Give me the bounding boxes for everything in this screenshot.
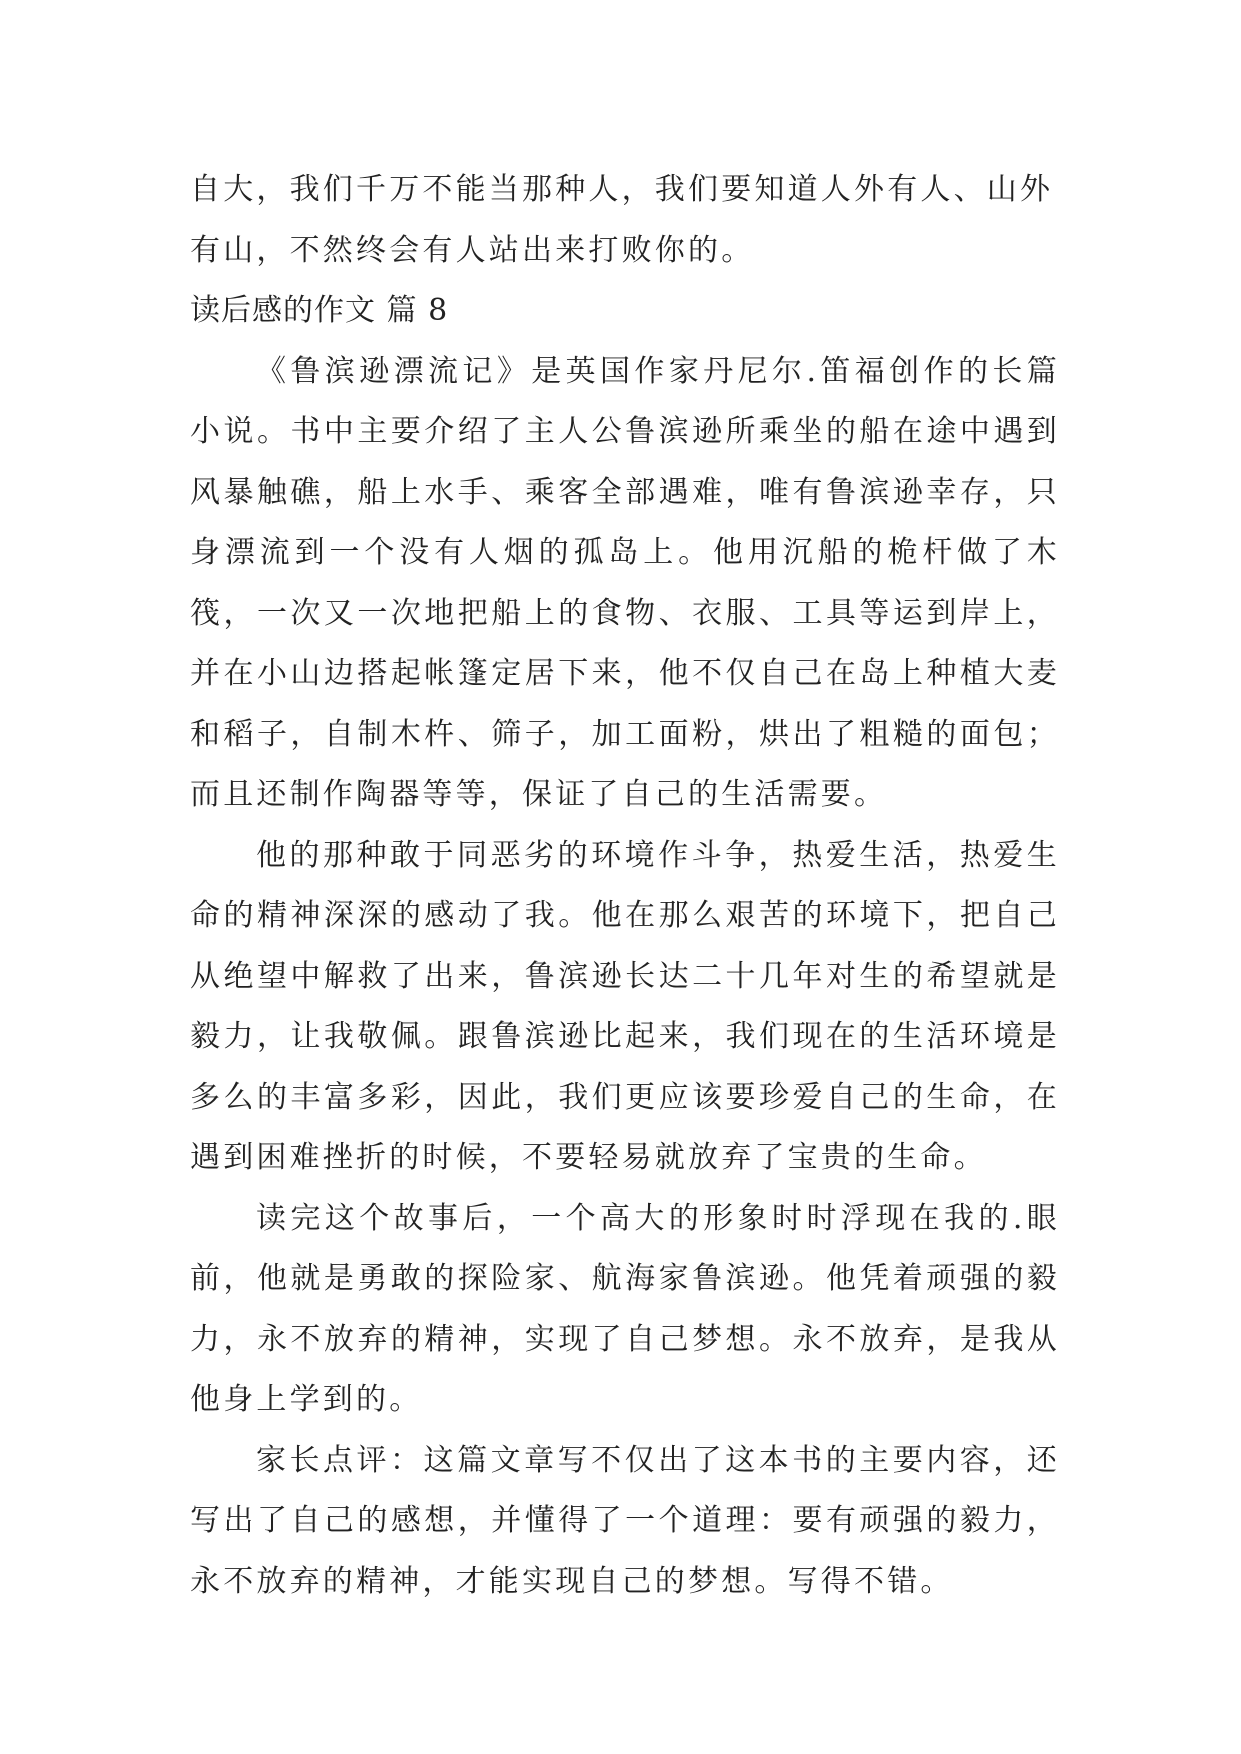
continuation-line-2: 有山，不然终会有人站出来打败你的。 <box>190 232 755 268</box>
paragraph-conclusion: 读完这个故事后，一个高大的形象时时浮现在我的.眼前，他就是勇敢的探险家、航海家鲁滨逊。他凭着顽强的毅力，永不放弃的精神，实现了自己梦想。永不放弃，是我从他身上学到的。 <box>190 1200 1060 1417</box>
paragraph-reflection: 他的那种敢于同恶劣的环境作斗争，热爱生活，热爱生命的精神深深的感动了我。他在那么艰苦的环境下，把自己从绝望中解救了出来，鲁滨逊长达二十几年对生的希望就是毅力，让我敬佩。跟鲁滨逊比起来，我们现在的生活环境是多么的丰富多彩，因此，我们更应该要珍爱自己的生命，在遇到困难挫折的时候，不要轻易就放弃了宝贵的生命。 <box>190 837 1060 1175</box>
paragraph-parent-comment: 家长点评：这篇文章写不仅出了这本书的主要内容，还写出了自己的感想，并懂得了一个道理：要有顽强的毅力，永不放弃的精神，才能实现自己的梦想。写得不错。 <box>190 1442 1060 1599</box>
paragraph-summary: 《鲁滨逊漂流记》是英国作家丹尼尔.笛福创作的长篇小说。书中主要介绍了主人公鲁滨逊所乘坐的船在途中遇到风暴触礁，船上水手、乘客全部遇难，唯有鲁滨逊幸存，只身漂流到一个没有人烟的孤岛上。他用沉船的桅杆做了木筏，一次又一次地把船上的食物、衣服、工具等运到岸上，并在小山边搭起帐篷定居下来，他不仅自己在岛上种植大麦和稻子，自制木杵、筛子，加工面粉，烘出了粗糙的面包；而且还制作陶器等等，保证了自己的生活需要。 <box>190 353 1060 812</box>
continuation-line-1: 自大，我们千万不能当那种人，我们要知道人外有人、山外 <box>190 172 1054 207</box>
document-body <box>190 160 1060 1612</box>
section-heading: 读后感的作文 篇 8 <box>190 293 449 328</box>
